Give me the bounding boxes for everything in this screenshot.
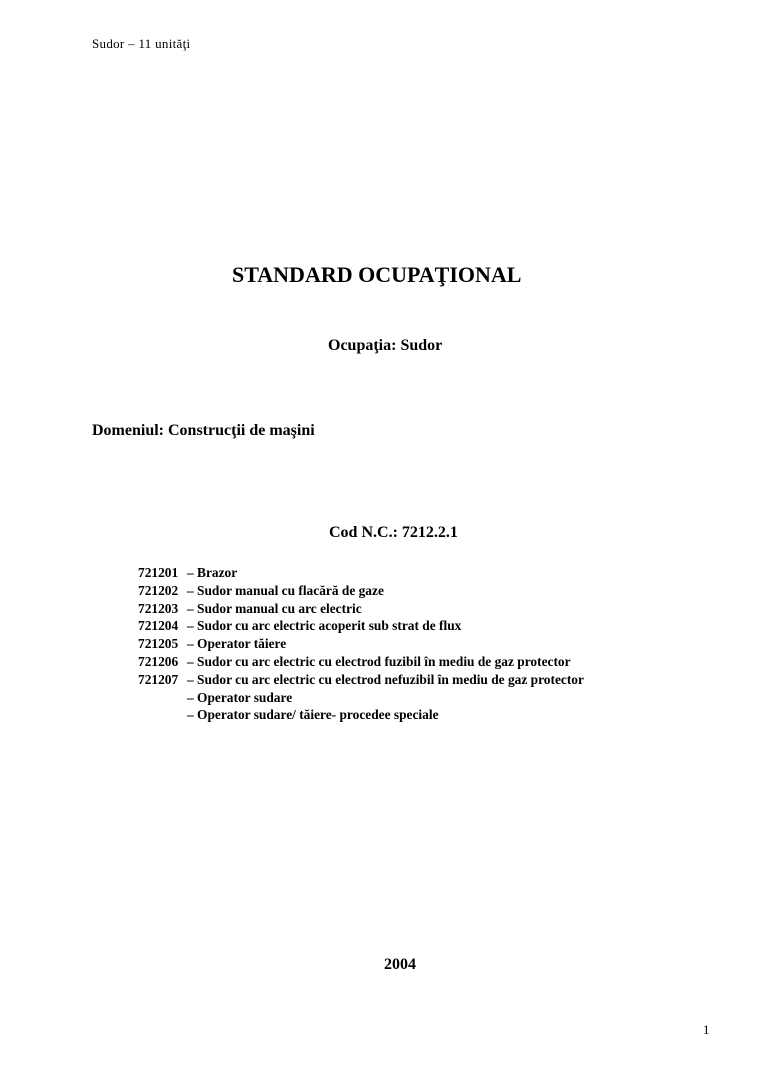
code-number: 721203 — [138, 600, 179, 616]
list-item-extra: – Operator sudare/ tăiere- procedee speciale — [187, 707, 439, 723]
list-item — [138, 617, 584, 635]
domain-line: Domeniul: Construcţii de maşini — [92, 422, 315, 439]
list-item — [138, 582, 584, 600]
list-item — [138, 564, 584, 582]
code-number: 721201 — [138, 565, 179, 580]
code-description: – Sudor manual cu arc electric — [187, 600, 362, 616]
list-item-extra: – Operator sudare — [187, 689, 293, 705]
running-header: Sudor – 11 unităţi — [92, 36, 191, 51]
page-number: 1 — [703, 1022, 710, 1037]
code-number: 721205 — [138, 636, 179, 652]
code-number: 721207 — [138, 671, 179, 687]
code-description: – Sudor cu arc electric cu electrod fuzibil în mediu de gaz protector — [187, 653, 571, 669]
list-item — [138, 671, 584, 689]
code-description: – Operator tăiere — [187, 636, 287, 652]
code-number: 721206 — [138, 653, 179, 669]
document-title: STANDARD OCUPAŢIONAL — [232, 262, 522, 287]
code-number: 721204 — [138, 618, 179, 634]
code-description: – Sudor manual cu flacără de gaze — [187, 582, 384, 598]
code-description: – Sudor cu arc electric acoperit sub strat de flux — [187, 618, 462, 634]
classification-code: Cod N.C.: 7212.2.1 — [329, 524, 458, 541]
code-description: – Brazor — [187, 565, 238, 580]
occupation-codes-list — [138, 564, 584, 724]
occupation-line: Ocupaţia: Sudor — [328, 337, 443, 354]
code-number: 721202 — [138, 582, 179, 598]
list-item — [138, 653, 584, 671]
list-item — [138, 600, 584, 618]
publication-year: 2004 — [384, 956, 416, 973]
code-description: – Sudor cu arc electric cu electrod nefuzibil în mediu de gaz protector — [187, 671, 584, 687]
list-item — [138, 635, 584, 653]
